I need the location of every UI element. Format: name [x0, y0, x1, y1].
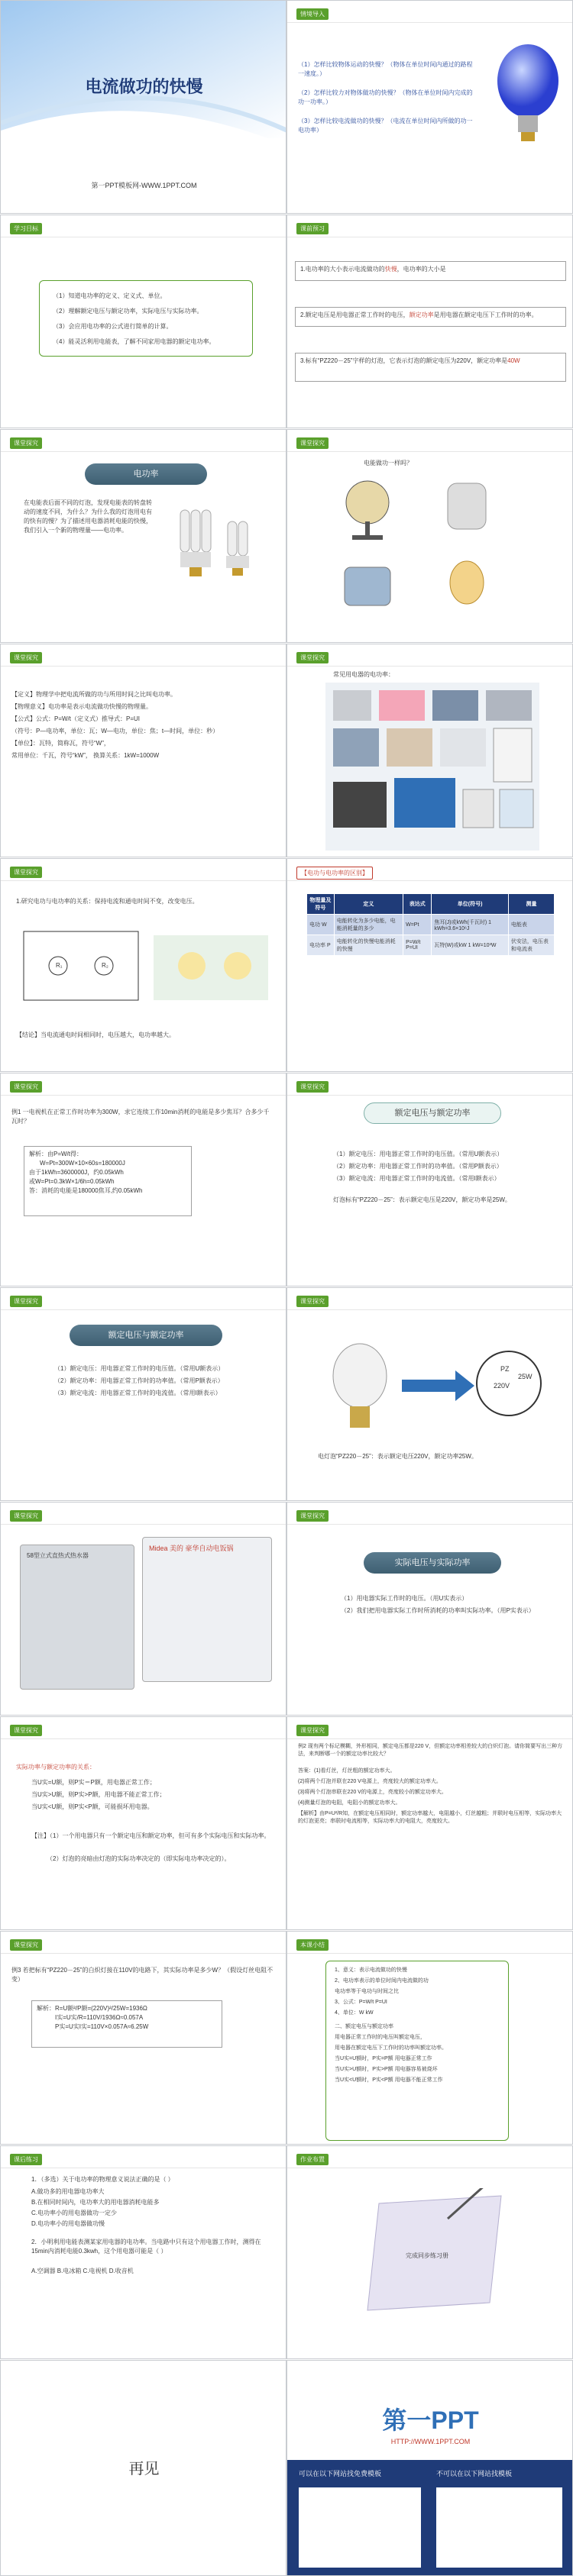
q2-text-end: 是用电器在额定电压下工作时的功率。 — [433, 312, 538, 318]
section-badge: 课堂探究 — [10, 1725, 42, 1736]
def-line-4: （符号：P—电功率，单位：瓦；W—电功，单位：焦；t—时间，单位：秒） — [11, 728, 219, 734]
def-line-6: 常用单位：千瓦，符号“kW”， 换算关系：1kW=1000W — [11, 752, 160, 759]
exercise-line: D.电功率小的用电器做功慢 — [31, 2220, 105, 2227]
section-badge: 课堂探究 — [10, 1081, 42, 1093]
table-header: 物理量及符号 — [307, 894, 335, 915]
plate1-title: 58型立式直热式热水器 — [27, 1552, 89, 1559]
bulb-icon — [333, 1344, 387, 1408]
rated-foot: 灯泡标有“PZ220－25”：表示额定电压是220V，额定功率是25W。 — [333, 1196, 511, 1203]
section-badge: 情境导入 — [296, 8, 329, 20]
goal-1: （1）知道电功率的定义、定义式、单位。 — [53, 292, 167, 299]
summary-line: 用电器正常工作时的电压叫额定电压， — [335, 2035, 426, 2040]
summary-line: 1、意义：表示电流做功的快慢 — [335, 1968, 407, 1973]
bulb-nameplate-diagram — [318, 1326, 547, 1441]
summary-line: 当U实=U额时，P实=P额 用电器正常工作 — [335, 2056, 432, 2061]
cover-site: 第一PPT模板网-WWW.1PPT.COM — [91, 182, 197, 189]
preview-q1 — [295, 261, 566, 281]
section-badge: 学习目标 — [10, 223, 42, 234]
section-badge: 课堂探究 — [296, 1510, 329, 1522]
intro-slide — [286, 0, 573, 214]
table-header: 测量 — [508, 894, 554, 915]
solution-line: 由于1kWh=3600000J，约0.05kWh — [29, 1169, 124, 1176]
ad-col1: 可以在以下网站找免费模板 — [299, 2470, 382, 2478]
summary-line: 电功率等于电功与时间之比 — [335, 1989, 399, 1994]
power-slide — [0, 429, 286, 643]
table-cell: P=W/t P=UI — [403, 935, 432, 956]
section-badge: 课堂探究 — [10, 1510, 42, 1522]
q3-answer: 40W — [507, 357, 520, 364]
example2-analysis: 【解析】由P=U²/R知，在额定电压相同时，额定功率越大，电阻越小，灯丝越粗；并联时电压相等，实际功率大的灯泡更亮；串联时电流相等，实际功率大的电阻大，亮度较大。 — [298, 1811, 562, 1824]
summary-line: 3、公式：P=W/t P=UI — [335, 2000, 387, 2005]
goals-slide — [0, 215, 286, 428]
blender-icon — [440, 728, 486, 767]
intro-q1: （1）怎样比较物体运动的快慢？（物体在单位时间内通过的路程一速度。） — [298, 61, 473, 77]
kettle-icon — [387, 728, 432, 767]
summary-line: 2、电功率表示的单位时间内电流做的功 — [335, 1978, 429, 1984]
example3-solution — [31, 2000, 222, 2048]
summary-slide — [286, 1931, 573, 2145]
intro-q2: （2）怎样比较力对物体做功的快慢？（物体在单位时间内完成的功一功率。） — [298, 89, 473, 105]
exercise-line: C.电功率小的用电器做功一定少 — [31, 2210, 117, 2216]
compare-slide — [286, 429, 573, 643]
power-body: 在电能表后面不同的灯泡，发现电能表的转盘转动的速度不同，为什么？为什么我的灯泡用电有的快有的慢？为了描述用电器消耗电能的快慢，我们引入一个新的物理量——电功率。 — [24, 499, 152, 534]
exercise-line: A.做功多的用电器电功率大 — [31, 2188, 105, 2195]
example2-answer-4: (4)测量灯泡的电阻，电阻小的额定功率大。 — [298, 1800, 401, 1806]
section-badge: 课堂探究 — [296, 437, 329, 449]
table-header: 定义 — [334, 894, 403, 915]
relation-heading: 实际功率与额定功率的关系： — [16, 1764, 96, 1771]
summary-line: 用电器在额定电压下工作时的功率叫额定功率。 — [335, 2045, 447, 2051]
ad-footer — [287, 2460, 573, 2576]
appliances-slide — [286, 644, 573, 857]
circuit-question: 1.研究电功与电功率的关系：保持电流和通电时间不变，改变电压。 — [16, 898, 199, 905]
relation-note-1: 【注】（1）一个用电器只有一个额定电压和额定功率，但可有多个实际电压和实际功率。 — [31, 1832, 270, 1839]
q2-text: 2.额定电压是用电器正常工作时的电压， — [300, 312, 410, 318]
appliances-caption: 常见用电器的电功率： — [333, 671, 394, 678]
fridge-icon — [494, 728, 532, 782]
slide-title: 电功率 — [85, 463, 207, 485]
table-slide — [286, 858, 573, 1072]
example2-slide — [286, 1716, 573, 1930]
relation-line-1: 当U实=U额，则P实＝P额，用电器正常工作； — [31, 1779, 156, 1786]
exercise-line: B.在相同时间内，电功率大的用电器消耗电能多 — [31, 2199, 160, 2206]
section-badge: 课堂探究 — [296, 652, 329, 663]
table-cell: 电功率 P — [307, 935, 335, 956]
iron-icon — [333, 728, 379, 767]
nameplate-slide — [0, 1502, 286, 1716]
ad-slide — [286, 2360, 573, 2576]
example1-question: 例1 一电视机在正常工作时功率为300W，求它连续工作10min消耗的电能是多少焦耳？合多少千瓦时？ — [11, 1109, 270, 1125]
section-badge: 作业布置 — [296, 2154, 329, 2165]
tv-icon — [394, 778, 455, 828]
rated2-line-3: （3）额定电流：用电器正常工作时的电流值。（常用I额表示） — [54, 1390, 222, 1396]
compare-caption: 电能做功一样吗？ — [364, 460, 413, 466]
actual-slide — [286, 1502, 573, 1716]
rated-slide — [286, 1073, 573, 1286]
appliances-images — [341, 476, 539, 636]
def-line-1: 【定义】物理学中把电流所做的功与所用时间之比叫电功率。 — [11, 691, 176, 698]
cover-slide — [0, 0, 286, 214]
homework-note: 完成同步练习册 — [406, 2252, 448, 2259]
def-line-2: 【物理意义】电功率是表示电流做功快慢的物理量。 — [11, 703, 152, 710]
preview-q3 — [295, 353, 566, 382]
q1-answer: 快慢 — [384, 266, 397, 273]
bulb-slide — [286, 1287, 573, 1501]
summary-line: 4、单位：W kW — [335, 2010, 374, 2016]
exercise-line: 2．小明利用电能表测某家用电器的电功率。当电路中只有这个用电器工作时，测得在15min内消耗电能0.3kwh，这个用电器可能是（ ） — [31, 2239, 261, 2255]
summary-line: 二、额定电压与额定功率 — [335, 2024, 393, 2029]
solution-line: 答：消耗的电能是180000焦耳,约0.05kWh — [29, 1187, 143, 1194]
solution-line: 解析：由P=W/t得： — [29, 1151, 83, 1157]
section-badge: 课堂探究 — [296, 1725, 329, 1736]
brand-url: HTTP://WWW.1PPT.COM — [390, 2438, 471, 2445]
ad-list-1 — [299, 2487, 421, 2568]
ad-list-2 — [436, 2487, 562, 2568]
fan-icon — [346, 481, 389, 524]
section-badge: 课堂探究 — [296, 1296, 329, 1307]
table-header-row — [307, 894, 555, 915]
q3-text: 3.标有“PZ220－25”字样的灯泡，它表示灯泡的额定电压为220V，额定功率是 — [300, 357, 508, 364]
rated2-line-1: （1）额定电压：用电器正常工作时的电压值。（常用U额表示） — [54, 1365, 225, 1372]
table-row — [307, 915, 555, 935]
table-row — [307, 935, 555, 956]
table-cell: 电能转化为多少电能，电能消耗量的多少 — [334, 915, 403, 935]
exercise-slide — [0, 2145, 286, 2359]
definition-slide — [0, 644, 286, 857]
circuit-diagram — [16, 920, 276, 1012]
microwave-icon — [486, 690, 532, 721]
section-badge: 课堂探究 — [10, 1296, 42, 1307]
table-cell: 电能表 — [508, 915, 554, 935]
slide-title: 实际电压与实际功率 — [364, 1552, 501, 1574]
relation-slide — [0, 1716, 286, 1930]
lamp-label-2: R₂ — [102, 962, 108, 969]
lamp-label-1: R₁ — [56, 962, 63, 969]
rated-line-1: （1）额定电压：用电器正常工作时的电压值。（常用U额表示） — [333, 1151, 503, 1157]
goal-3: （3）会应用电功率的公式进行简单的计算。 — [53, 323, 173, 330]
solution-line: I实=U实/R=110V/1936Ω≈0.057A — [55, 2014, 144, 2021]
solution-line: 或W=Pt=0.3kW×1/6h=0.05kWh — [29, 1178, 115, 1185]
actual-line-2: （2）我们把用电器实际工作时所消耗的功率叫实际功率。（用P实表示） — [341, 1607, 535, 1614]
solution-line: P实=U实I实=110V×0.057A≈6.25W — [55, 2023, 149, 2030]
example2-answer-3: (3)将两个灯泡串联在220 V的电源上，亮度较小的额定功率大。 — [298, 1790, 447, 1795]
table-header: 单位(符号) — [432, 894, 509, 915]
circuit-slide — [0, 858, 286, 1072]
computer-icon — [500, 789, 533, 828]
washer-icon — [463, 789, 494, 828]
speaker-icon — [432, 690, 478, 721]
example2-answer-2: (2)将两个灯泡并联在220 V电源上，亮度较大的额定功率大。 — [298, 1779, 442, 1784]
arrow-icon — [402, 1370, 474, 1401]
cover-title: 电流做功的快慢 — [85, 77, 203, 96]
example1-slide — [0, 1073, 286, 1286]
example1-solution — [24, 1146, 192, 1216]
example3-slide — [0, 1931, 286, 2145]
hair-dryer-icon — [379, 690, 425, 721]
rated-line-3: （3）额定电流：用电器正常工作时的电流值。（常用I额表示） — [333, 1175, 500, 1182]
table-cell: 焦耳(J)或kWh(千瓦时) 1 kWh=3.6×10⁶J — [432, 915, 509, 935]
goal-4: （4）能灵活利用电能表，了解不同家用电器的额定电功率。 — [53, 338, 215, 345]
relation-line-2: 当U实>U额，则P实>P额，用电器不能正常工作； — [31, 1791, 166, 1798]
bulb-icon — [450, 561, 484, 604]
def-line-5: 【单位】：瓦特，简称瓦，符号“W”， — [11, 740, 110, 747]
def-line-3: 【公式】公式：P=W/t（定义式）推导式：P=UI — [11, 715, 141, 722]
q2-answer: 额定功率 — [409, 312, 434, 318]
section-badge: 课堂探究 — [296, 1081, 329, 1093]
heater-icon — [345, 567, 390, 605]
section-badge: 【电功与电功率的区别】 — [296, 867, 373, 880]
example2-question: 例2 现有两个标记模糊，外形相同，额定电压都是220 V，但额定功率相差较大的白炽灯泡。请你简要写出三种方法，来判断哪一个的额定功率比较大？ — [298, 1744, 563, 1757]
homework-slide — [286, 2145, 573, 2359]
example3-question: 例3 若把标有“PZ220－25”的白炽灯接在110V的电路下，其实际功率是多少W？（假设灯丝电阻不变） — [11, 1967, 274, 1983]
ad-col2: 不可以在以下网站找模板 — [436, 2470, 513, 2478]
rice-cooker-icon — [448, 483, 486, 529]
comparison-table — [306, 893, 555, 956]
slide-title: 额定电压与额定功率 — [364, 1102, 501, 1124]
table-cell: W=Pt — [403, 915, 432, 935]
intro-q3: （3）怎样比较电流做功的快慢？（电流在单位时间内所做的功一电功率） — [298, 118, 473, 134]
printer-icon — [333, 690, 371, 721]
section-badge: 课堂探究 — [10, 867, 42, 878]
slide-title: 额定电压与额定功率 — [70, 1325, 222, 1346]
solution-line: W=Pt=300W×10×60s=180000J — [40, 1160, 125, 1167]
energy-saving-bulb-icon — [173, 502, 264, 586]
rated2-line-2: （2）额定功率：用电器正常工作时的功率值。（常用P额表示） — [54, 1377, 224, 1384]
table-cell: 电能转化的快慢电能消耗的快慢 — [334, 935, 403, 956]
bulb-label-voltage: 220V — [494, 1382, 510, 1390]
actual-line-1: （1）用电器实际工作时的电压。（用U实表示） — [341, 1595, 468, 1602]
bulb-label-power: 25W — [518, 1373, 533, 1380]
summary-line: 当U实<U额时，P实<P额 用电器不能正常工作 — [335, 2077, 443, 2083]
section-badge: 课前预习 — [296, 223, 329, 234]
example2-answer-1: 答案：(1)看灯丝，灯丝粗的额定功率大。 — [298, 1768, 396, 1774]
bulb-label-pz: PZ — [500, 1365, 510, 1373]
table-cell: 瓦特(W)或kW 1 kW=10³W — [432, 935, 509, 956]
relation-line-3: 当U实<U额，则P实<P额，可能损坏用电器。 — [31, 1803, 154, 1810]
end-text: 再见 — [128, 2461, 160, 2478]
bulb-caption: 电灯泡“PZ220－25”：表示额定电压220V，额定功率25W。 — [318, 1453, 478, 1460]
preview-slide — [286, 215, 573, 428]
section-badge: 本课小结 — [296, 1939, 329, 1951]
end-slide — [0, 2360, 286, 2576]
oven-icon — [333, 782, 387, 828]
exercise-line: A.空调器 B.电冰箱 C.电视机 D.收音机 — [31, 2268, 134, 2274]
plate2-title: Midea 美的 豪华自动电饭锅 — [149, 1545, 234, 1552]
q1-text: 1.电功率的大小表示电流做功的 — [300, 266, 385, 273]
circuit-conclusion: 【结论】当电流通电时间相同时，电压越大，电功率越大。 — [16, 1031, 175, 1038]
section-badge: 课堂探究 — [10, 652, 42, 663]
q1-text-end: ，电功率的大小是 — [397, 266, 446, 273]
lightbulb-icon — [494, 39, 562, 153]
section-badge: 课堂探究 — [10, 437, 42, 449]
table-cell: 电功 W — [307, 915, 335, 935]
summary-line: 当U实>U额时，P实>P额 用电器容易被烧坏 — [335, 2067, 438, 2072]
rice-cooker-nameplate — [142, 1537, 272, 1682]
preview-q2 — [295, 307, 566, 327]
table-header: 表达式 — [403, 894, 432, 915]
rated2-slide — [0, 1287, 286, 1501]
heater-nameplate — [20, 1545, 134, 1690]
brand-logo: 第一PPT — [382, 2407, 479, 2434]
appliances-collage — [325, 683, 539, 851]
section-badge: 课堂探究 — [10, 1939, 42, 1951]
section-badge: 课后练习 — [10, 2154, 42, 2165]
table-cell: 伏安法，电压表和电流表 — [508, 935, 554, 956]
exercise-line: 1．（多选）关于电功率的物理意义说法正确的是（ ） — [31, 2176, 174, 2183]
rated-line-2: （2）额定功率：用电器正常工作时的功率值。（常用P额表示） — [333, 1163, 503, 1170]
goal-2: （2）理解额定电压与额定功率，实际电压与实际功率。 — [53, 308, 203, 315]
solution-line: 解析：R=U额²/P额=(220V)²/25W=1936Ω — [37, 2005, 147, 2012]
relation-note-2: （2）灯泡的亮暗由灯泡的实际功率决定的（即实际电功率决定的）。 — [47, 1855, 231, 1862]
